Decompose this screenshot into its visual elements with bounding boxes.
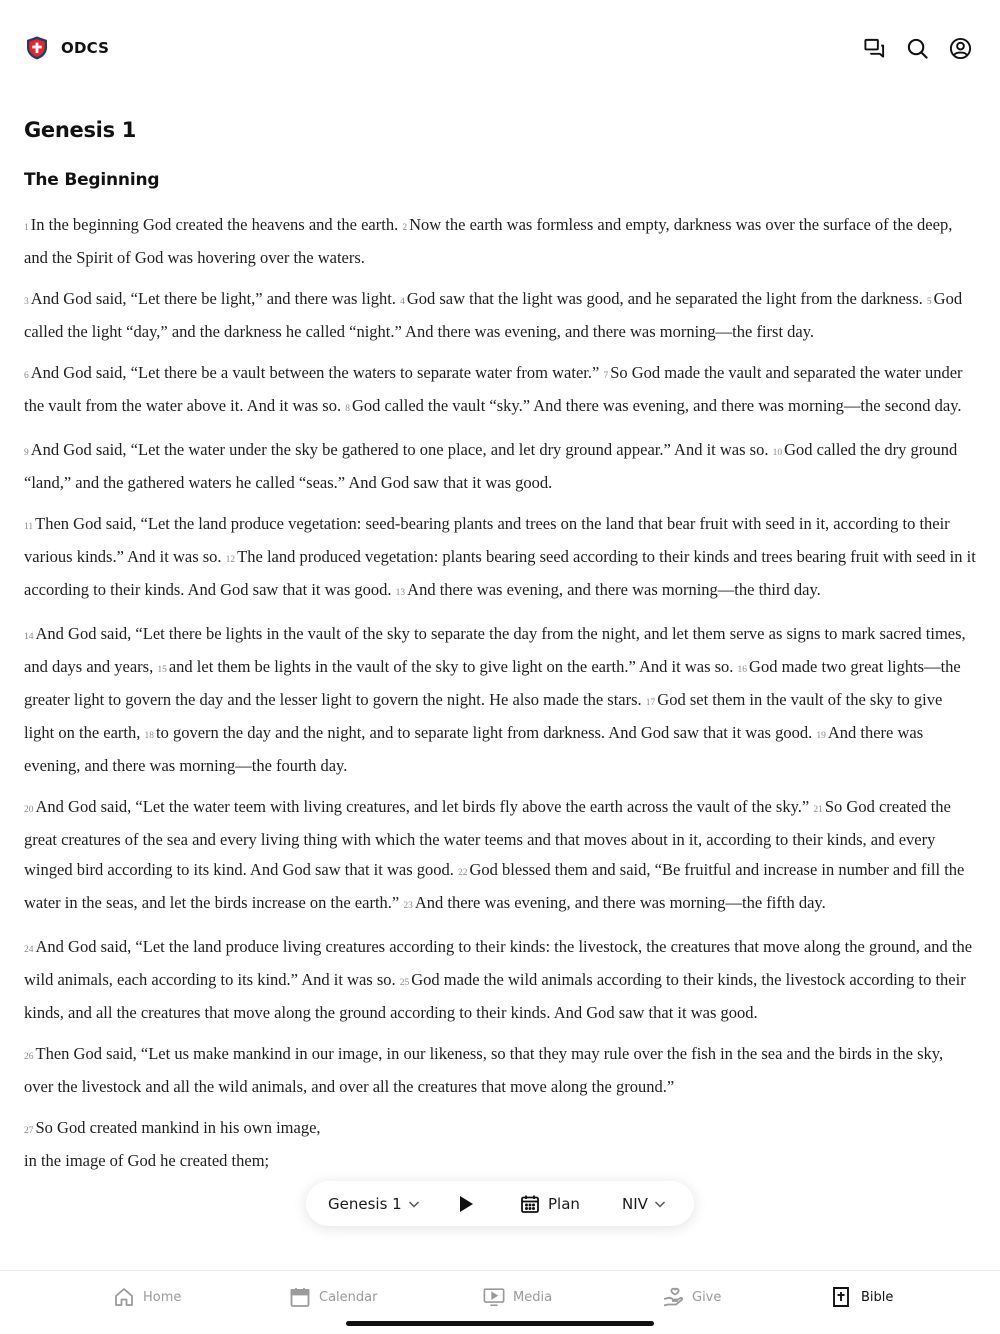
verse-number[interactable]: 21 [813, 805, 823, 815]
verse-text[interactable]: So God created the great creatures of the sea and every living thing with which the water teems and that moves about in it, according to their kinds, and every winged bird according to its kind. And God saw that it was good. [24, 797, 951, 879]
plan-button[interactable] [520, 1194, 610, 1214]
tab-home[interactable] [113, 1285, 181, 1309]
verse-text[interactable]: God made the wild animals according to their kinds, the livestock according to their kinds, and all the creatures that move along the ground according to their kinds. And God saw that it was good. [24, 970, 966, 1022]
verse-number[interactable]: 7 [603, 371, 609, 381]
tab-give-label: Give [692, 1289, 722, 1305]
paragraph [24, 619, 976, 781]
verse-text[interactable]: And there was evening, and there was morning—the fifth day. [414, 893, 826, 912]
home-icon [113, 1286, 135, 1308]
passage [24, 210, 976, 1176]
verse-number[interactable]: 1 [24, 223, 29, 233]
header-actions [863, 37, 976, 60]
verse-text[interactable]: to govern the day and the night, and to separate light from darkness. And God saw that it was good. [156, 723, 813, 742]
verse-number[interactable]: 26 [24, 1052, 34, 1062]
account-icon[interactable] [949, 37, 972, 60]
verse-text[interactable]: God made two great lights—the greater light to govern the day and the lesser light to govern the night. He also made the stars. [24, 657, 961, 709]
paragraph [24, 284, 976, 347]
verse-text[interactable]: So God made the vault and separated the water under the vault from the water above it. And it was so. [24, 363, 963, 415]
verse-text[interactable]: So God created mankind in his own image, [35, 1118, 321, 1137]
verse-number[interactable]: 6 [24, 371, 29, 381]
verse-text[interactable]: And there was evening, and there was morning—the fourth day. [24, 723, 924, 775]
verse-number[interactable]: 20 [24, 805, 34, 815]
version-label: NIV [622, 1194, 648, 1213]
bible-reader [0, 96, 1000, 1270]
brand-name: ODCS [61, 39, 110, 57]
verse-text[interactable]: and let them be lights in the vault of the sky to give light on the earth.” And it was so. [168, 657, 734, 676]
verse-number[interactable]: 15 [157, 665, 167, 675]
verse-number[interactable]: 12 [225, 555, 236, 565]
verse-number[interactable]: 14 [24, 632, 34, 642]
verse-text[interactable]: God called the vault “sky.” And there was evening, and there was morning—the second day. [351, 396, 962, 415]
tab-calendar-label: Calendar [319, 1289, 378, 1305]
give-icon [662, 1286, 684, 1308]
chevron-down-icon [408, 1198, 420, 1210]
verse-text[interactable]: Now the earth was formless and empty, darkness was over the surface of the deep, and the Spirit of God was hovering over the waters. [24, 215, 953, 267]
play-button[interactable] [458, 1195, 486, 1213]
bible-icon [831, 1286, 853, 1308]
tab-give[interactable] [662, 1285, 721, 1309]
verse-text[interactable]: Then God said, “Let the land produce vegetation: seed-bearing plants and trees on the land that bear fruit with seed in it, according to their various kinds.” And it was so. [24, 514, 950, 566]
verse-number[interactable]: 10 [772, 448, 783, 458]
verse-text[interactable]: In the beginning God created the heavens and the earth. [30, 215, 399, 234]
verse-number[interactable]: 17 [645, 698, 656, 708]
verse-text[interactable]: And God said, “Let there be a vault between the waters to separate water from water.” [30, 363, 600, 382]
verse-text[interactable]: And God said, “Let the water under the sky be gathered to one place, and let dry ground appear.” And it was so. [30, 440, 769, 459]
search-icon[interactable] [906, 37, 929, 60]
tab-bible-label: Bible [861, 1289, 894, 1305]
plan-label: Plan [548, 1194, 580, 1213]
verse-text[interactable]: Then God said, “Let us make mankind in our image, in our likeness, so that they may rule over the fish in the sea and the birds in the sky, over the livestock and all the wild animals, and over all the creatures that move along the ground.” [24, 1044, 944, 1096]
verse-text[interactable]: And there was evening, and there was morning—the third day. [407, 580, 821, 599]
paragraph [24, 932, 976, 1028]
version-selector[interactable] [622, 1195, 666, 1213]
verse-text[interactable]: God saw that the light was good, and he separated the light from the darkness. [406, 289, 923, 308]
poetry-line [24, 1113, 976, 1146]
tab-media[interactable] [483, 1285, 552, 1309]
verse-number[interactable]: 9 [24, 448, 29, 458]
calendar-icon [289, 1286, 311, 1308]
verse-text[interactable]: God called the dry ground “land,” and the gathered waters he called “seas.” And God saw that it was good. [24, 440, 958, 492]
verse-number[interactable]: 24 [24, 945, 34, 955]
verse-text[interactable]: And God said, “Let the land produce living creatures according to their kinds: the livestock, the creatures that move along the ground, and the wild animals, each according to its kind.” And it was so. [24, 937, 973, 989]
poetry-line [24, 1146, 976, 1176]
verse-number[interactable]: 8 [345, 404, 350, 414]
verse-text[interactable]: in the image of God he created them; [24, 1151, 270, 1170]
verse-text[interactable]: God blessed them and said, “Be fruitful and increase in number and fill the water in the seas, and let the birds increase on the earth.” [24, 860, 965, 912]
paragraph [24, 210, 976, 273]
paragraph [24, 1039, 976, 1102]
paragraph [24, 792, 976, 921]
verse-number[interactable]: 5 [926, 297, 932, 307]
verse-number[interactable]: 27 [24, 1126, 34, 1136]
verse-number[interactable]: 23 [403, 901, 413, 911]
verse-text[interactable]: And God said, “Let there be lights in the vault of the sky to separate the day from the night, and let them serve as signs to mark sacred times, and days and years, [24, 624, 966, 676]
play-icon [458, 1195, 474, 1213]
verse-number[interactable]: 25 [399, 978, 410, 988]
verse-number[interactable]: 18 [144, 731, 155, 741]
verse-number[interactable]: 13 [395, 588, 406, 598]
tab-calendar[interactable] [289, 1285, 377, 1309]
verse-text[interactable]: God set them in the vault of the sky to give light on the earth, [24, 690, 943, 742]
chat-icon[interactable] [863, 37, 886, 60]
plan-calendar-icon [520, 1194, 540, 1214]
verse-text[interactable]: And God said, “Let the water teem with living creatures, and let birds fly above the earth across the vault of the sky.” [35, 797, 810, 816]
paragraph [24, 509, 976, 608]
verse-text[interactable]: And God said, “Let there be light,” and there was light. [30, 289, 396, 308]
chevron-down-icon [654, 1198, 666, 1210]
verse-number[interactable]: 2 [402, 223, 408, 233]
tab-media-label: Media [513, 1289, 553, 1305]
verse-number[interactable]: 3 [24, 297, 29, 307]
verse-text[interactable]: God called the light “day,” and the darkness he called “night.” And there was evening, and there was morning—the first day. [24, 289, 963, 341]
chapter-selector-label: Genesis 1 [328, 1194, 402, 1213]
tab-bible[interactable] [831, 1285, 893, 1309]
verse-number[interactable]: 22 [458, 868, 468, 878]
shield-logo-icon [24, 35, 50, 61]
verse-number[interactable]: 4 [400, 297, 405, 307]
verse-number[interactable]: 11 [24, 522, 34, 532]
home-indicator [346, 1321, 654, 1326]
chapter-selector[interactable] [328, 1195, 446, 1213]
verse-text[interactable]: The land produced vegetation: plants bearing seed according to their kinds and trees bearing fruit with seed in it according to their kinds. And God saw that it was good. [24, 547, 976, 599]
section-heading: The Beginning [24, 170, 160, 190]
paragraph [24, 358, 976, 424]
brand[interactable] [24, 35, 109, 61]
chapter-title: Genesis 1 [24, 118, 137, 142]
tab-home-label: Home [143, 1289, 182, 1305]
app-header [0, 0, 1000, 96]
reader-control-bar [306, 1181, 694, 1226]
media-icon [483, 1286, 505, 1308]
verse-number[interactable]: 16 [737, 665, 748, 675]
paragraph [24, 435, 976, 498]
verse-number[interactable]: 19 [816, 731, 826, 741]
